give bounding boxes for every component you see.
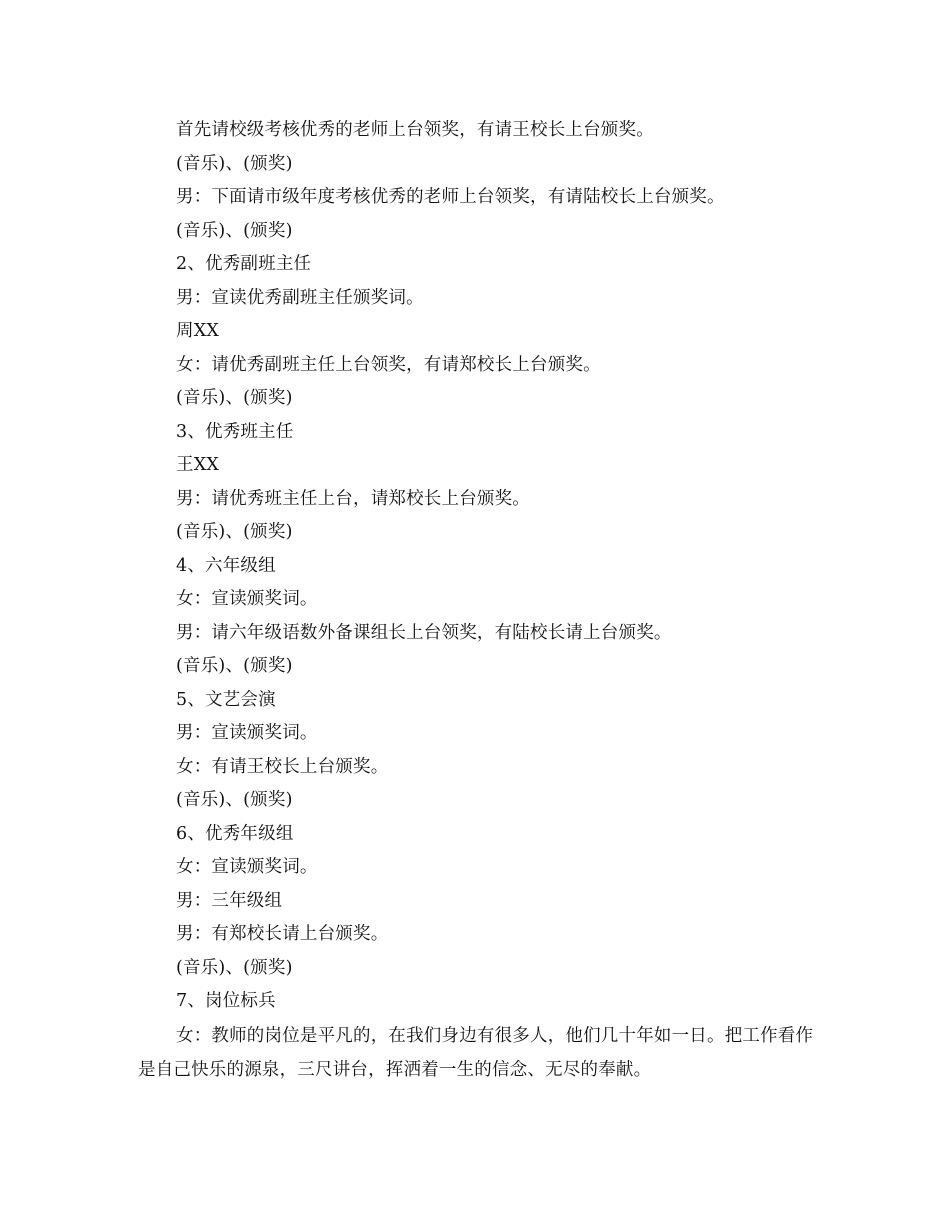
text-line-7: 周XX [176, 321, 220, 341]
section-heading-3: 3、优秀班主任 [176, 421, 294, 442]
text-line-6: 男：宣读优秀副班主任颁奖词。 [176, 287, 424, 308]
text-line-1: 首先请校级考核优秀的老师上台领奖，有请王校长上台颁奖。 [176, 120, 654, 140]
section-heading-2: 2、优秀副班主任 [176, 254, 312, 274]
text-line-4: (音乐)、(颁奖) [176, 220, 293, 241]
text-line-9: (音乐)、(颁奖) [176, 388, 293, 408]
text-line-16: 男：请六年级语数外备课组长上台领奖，有陆校长请上台颁奖。 [176, 622, 672, 643]
text-line-25: 男：有郑校长请上台颁奖。 [176, 924, 389, 944]
text-line-8: 女：请优秀副班主任上台领奖，有请郑校长上台颁奖。 [176, 354, 601, 375]
document-body [138, 114, 828, 1087]
text-line-11: 王XX [176, 455, 220, 475]
text-line-3: 男：下面请市级年度考核优秀的老师上台领奖，有请陆校长上台颁奖。 [176, 187, 725, 207]
section-heading-6: 6、优秀年级组 [176, 823, 294, 844]
text-line-23: 女：宣读颁奖词。 [176, 857, 318, 877]
final-paragraph: 女：教师的岗位是平凡的，在我们身边有很多人，他们几十年如一日。把工作看作是自己快乐的源泉，三尺讲台，挥洒着一生的信念、无尽的奉献。 [138, 1025, 814, 1080]
text-line-24: 男：三年级组 [176, 890, 283, 911]
text-line-2: (音乐)、(颁奖) [176, 153, 293, 174]
text-line-13: (音乐)、(颁奖) [176, 522, 293, 542]
text-line-12: 男：请优秀班主任上台，请郑校长上台颁奖。 [176, 488, 530, 509]
text-line-21: (音乐)、(颁奖) [176, 790, 293, 810]
text-line-20: 女：有请王校长上台颁奖。 [176, 756, 389, 777]
text-line-17: (音乐)、(颁奖) [176, 656, 293, 676]
section-heading-4: 4、六年级组 [176, 555, 276, 576]
text-line-19: 男：宣读颁奖词。 [176, 723, 318, 743]
section-heading-7: 7、岗位标兵 [176, 991, 276, 1011]
text-line-26: (音乐)、(颁奖) [176, 957, 293, 978]
section-heading-5: 5、文艺会演 [176, 689, 276, 710]
text-line-15: 女：宣读颁奖词。 [176, 589, 318, 609]
